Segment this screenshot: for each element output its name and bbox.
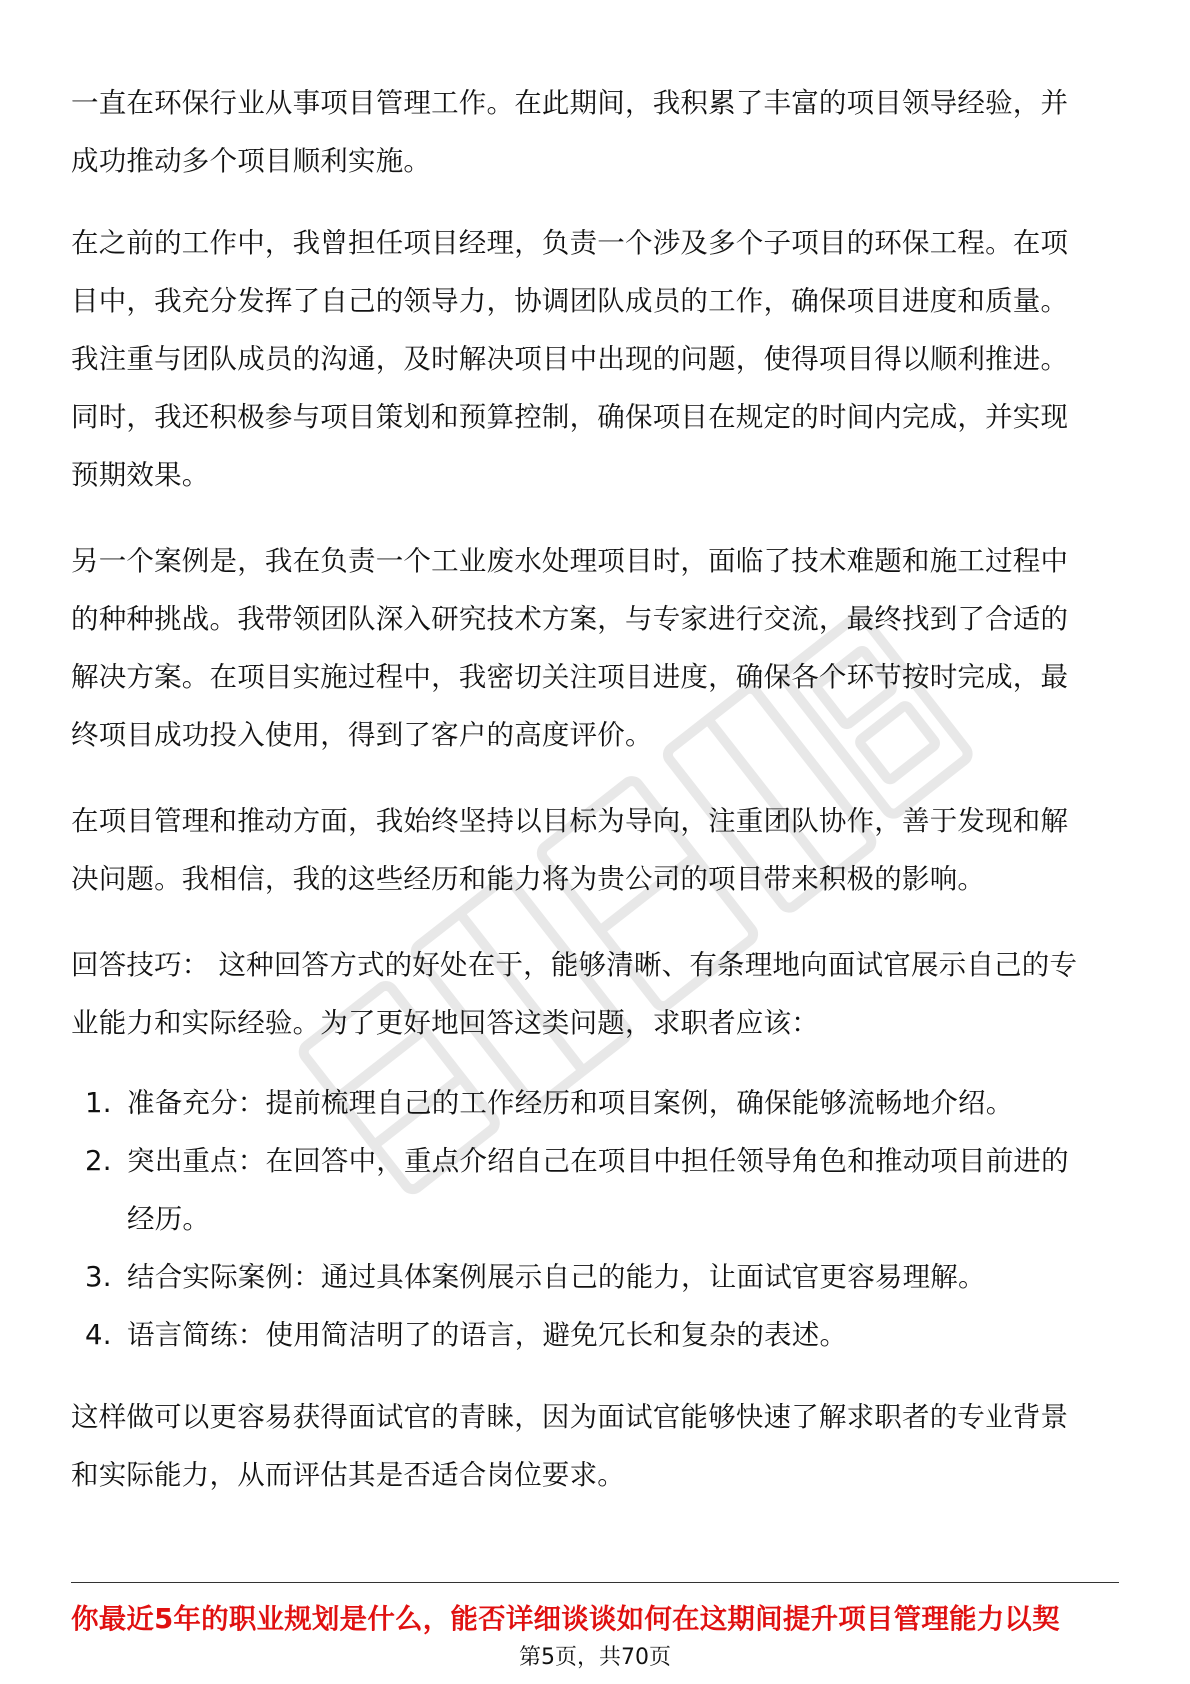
next-question-heading: 你最近5年的职业规划是什么，能否详细谈谈如何在这期间提升项目管理能力以契: [71, 1603, 1060, 1635]
list-item: [71, 1132, 1116, 1248]
list-number: 2.: [85, 1145, 112, 1177]
paragraph-another-case: [71, 532, 1116, 764]
paragraph-line: 同时，我还积极参与项目策划和预算控制，确保项目在规定的时间内完成，并实现: [71, 401, 1069, 433]
section-divider: [71, 1582, 1119, 1583]
list-item-text: 突出重点：在回答中，重点介绍自己在项目中担任领导角色和推动项目前进的: [127, 1145, 1069, 1177]
paragraph-line: 终项目成功投入使用，得到了客户的高度评价。: [71, 719, 653, 751]
list-item: [71, 1306, 1116, 1364]
paragraph-management-summary: [71, 792, 1116, 908]
paragraph-intro-continued: [71, 74, 1116, 190]
list-item: [71, 1074, 1116, 1132]
paragraph-answer-tips: [71, 936, 1116, 1052]
paragraph-previous-work: [71, 214, 1116, 504]
list-number: 4.: [85, 1319, 112, 1351]
list-item-text: 准备充分：提前梳理自己的工作经历和项目案例，确保能够流畅地介绍。: [127, 1087, 1014, 1119]
paragraph-line: 在项目管理和推动方面，我始终坚持以目标为导向，注重团队协作，善于发现和解: [71, 805, 1069, 837]
paragraph-line: 和实际能力，从而评估其是否适合岗位要求。: [71, 1459, 625, 1491]
list-number: 1.: [85, 1087, 112, 1119]
paragraph-line: 的种种挑战。我带领团队深入研究技术方案，与专家进行交流，最终找到了合适的: [71, 603, 1069, 635]
paragraph-line: 回答技巧： 这种回答方式的好处在于，能够清晰、有条理地向面试官展示自己的专: [71, 949, 1078, 981]
list-item-text: 结合实际案例：通过具体案例展示自己的能力，让面试官更容易理解。: [127, 1261, 986, 1293]
tips-list: [71, 1074, 1116, 1364]
cropped-top-line: [71, 0, 1116, 16]
paragraph-line: 另一个案例是，我在负责一个工业废水处理项目时，面临了技术难题和施工过程中: [71, 545, 1069, 577]
paragraph-line: 一直在环保行业从事项目管理工作。在此期间，我积累了丰富的项目领导经验，并: [71, 87, 1069, 119]
paragraph-line: 这样做可以更容易获得面试官的青睐，因为面试官能够快速了解求职者的专业背景: [71, 1401, 1069, 1433]
paragraph-line: 目中，我充分发挥了自己的领导力，协调团队成员的工作，确保项目进度和质量。: [71, 285, 1069, 317]
paragraph-line: 我注重与团队成员的沟通，及时解决项目中出现的问题，使得项目得以顺利推进。: [71, 343, 1069, 375]
list-number: 3.: [85, 1261, 112, 1293]
paragraph-line: 预期效果。: [71, 459, 210, 491]
list-item: [71, 1248, 1116, 1306]
paragraph-closing: [71, 1388, 1116, 1504]
page-indicator: 第5页，共70页: [519, 1645, 671, 1670]
paragraph-line: 决问题。我相信，我的这些经历和能力将为贵公司的项目带来积极的影响。: [71, 863, 986, 895]
paragraph-line: 成功推动多个项目顺利实施。: [71, 145, 432, 177]
document-body: [71, 74, 1116, 1504]
paragraph-line: 业能力和实际经验。为了更好地回答这类问题，求职者应该：: [71, 1007, 819, 1039]
paragraph-line: 解决方案。在项目实施过程中，我密切关注项目进度，确保各个环节按时完成，最: [71, 661, 1069, 693]
list-item-text: 经历。: [127, 1203, 211, 1235]
list-item-text: 语言简练：使用简洁明了的语言，避免冗长和复杂的表述。: [127, 1319, 848, 1351]
paragraph-line: 在之前的工作中，我曾担任项目经理，负责一个涉及多个子项目的环保工程。在项: [71, 227, 1069, 259]
